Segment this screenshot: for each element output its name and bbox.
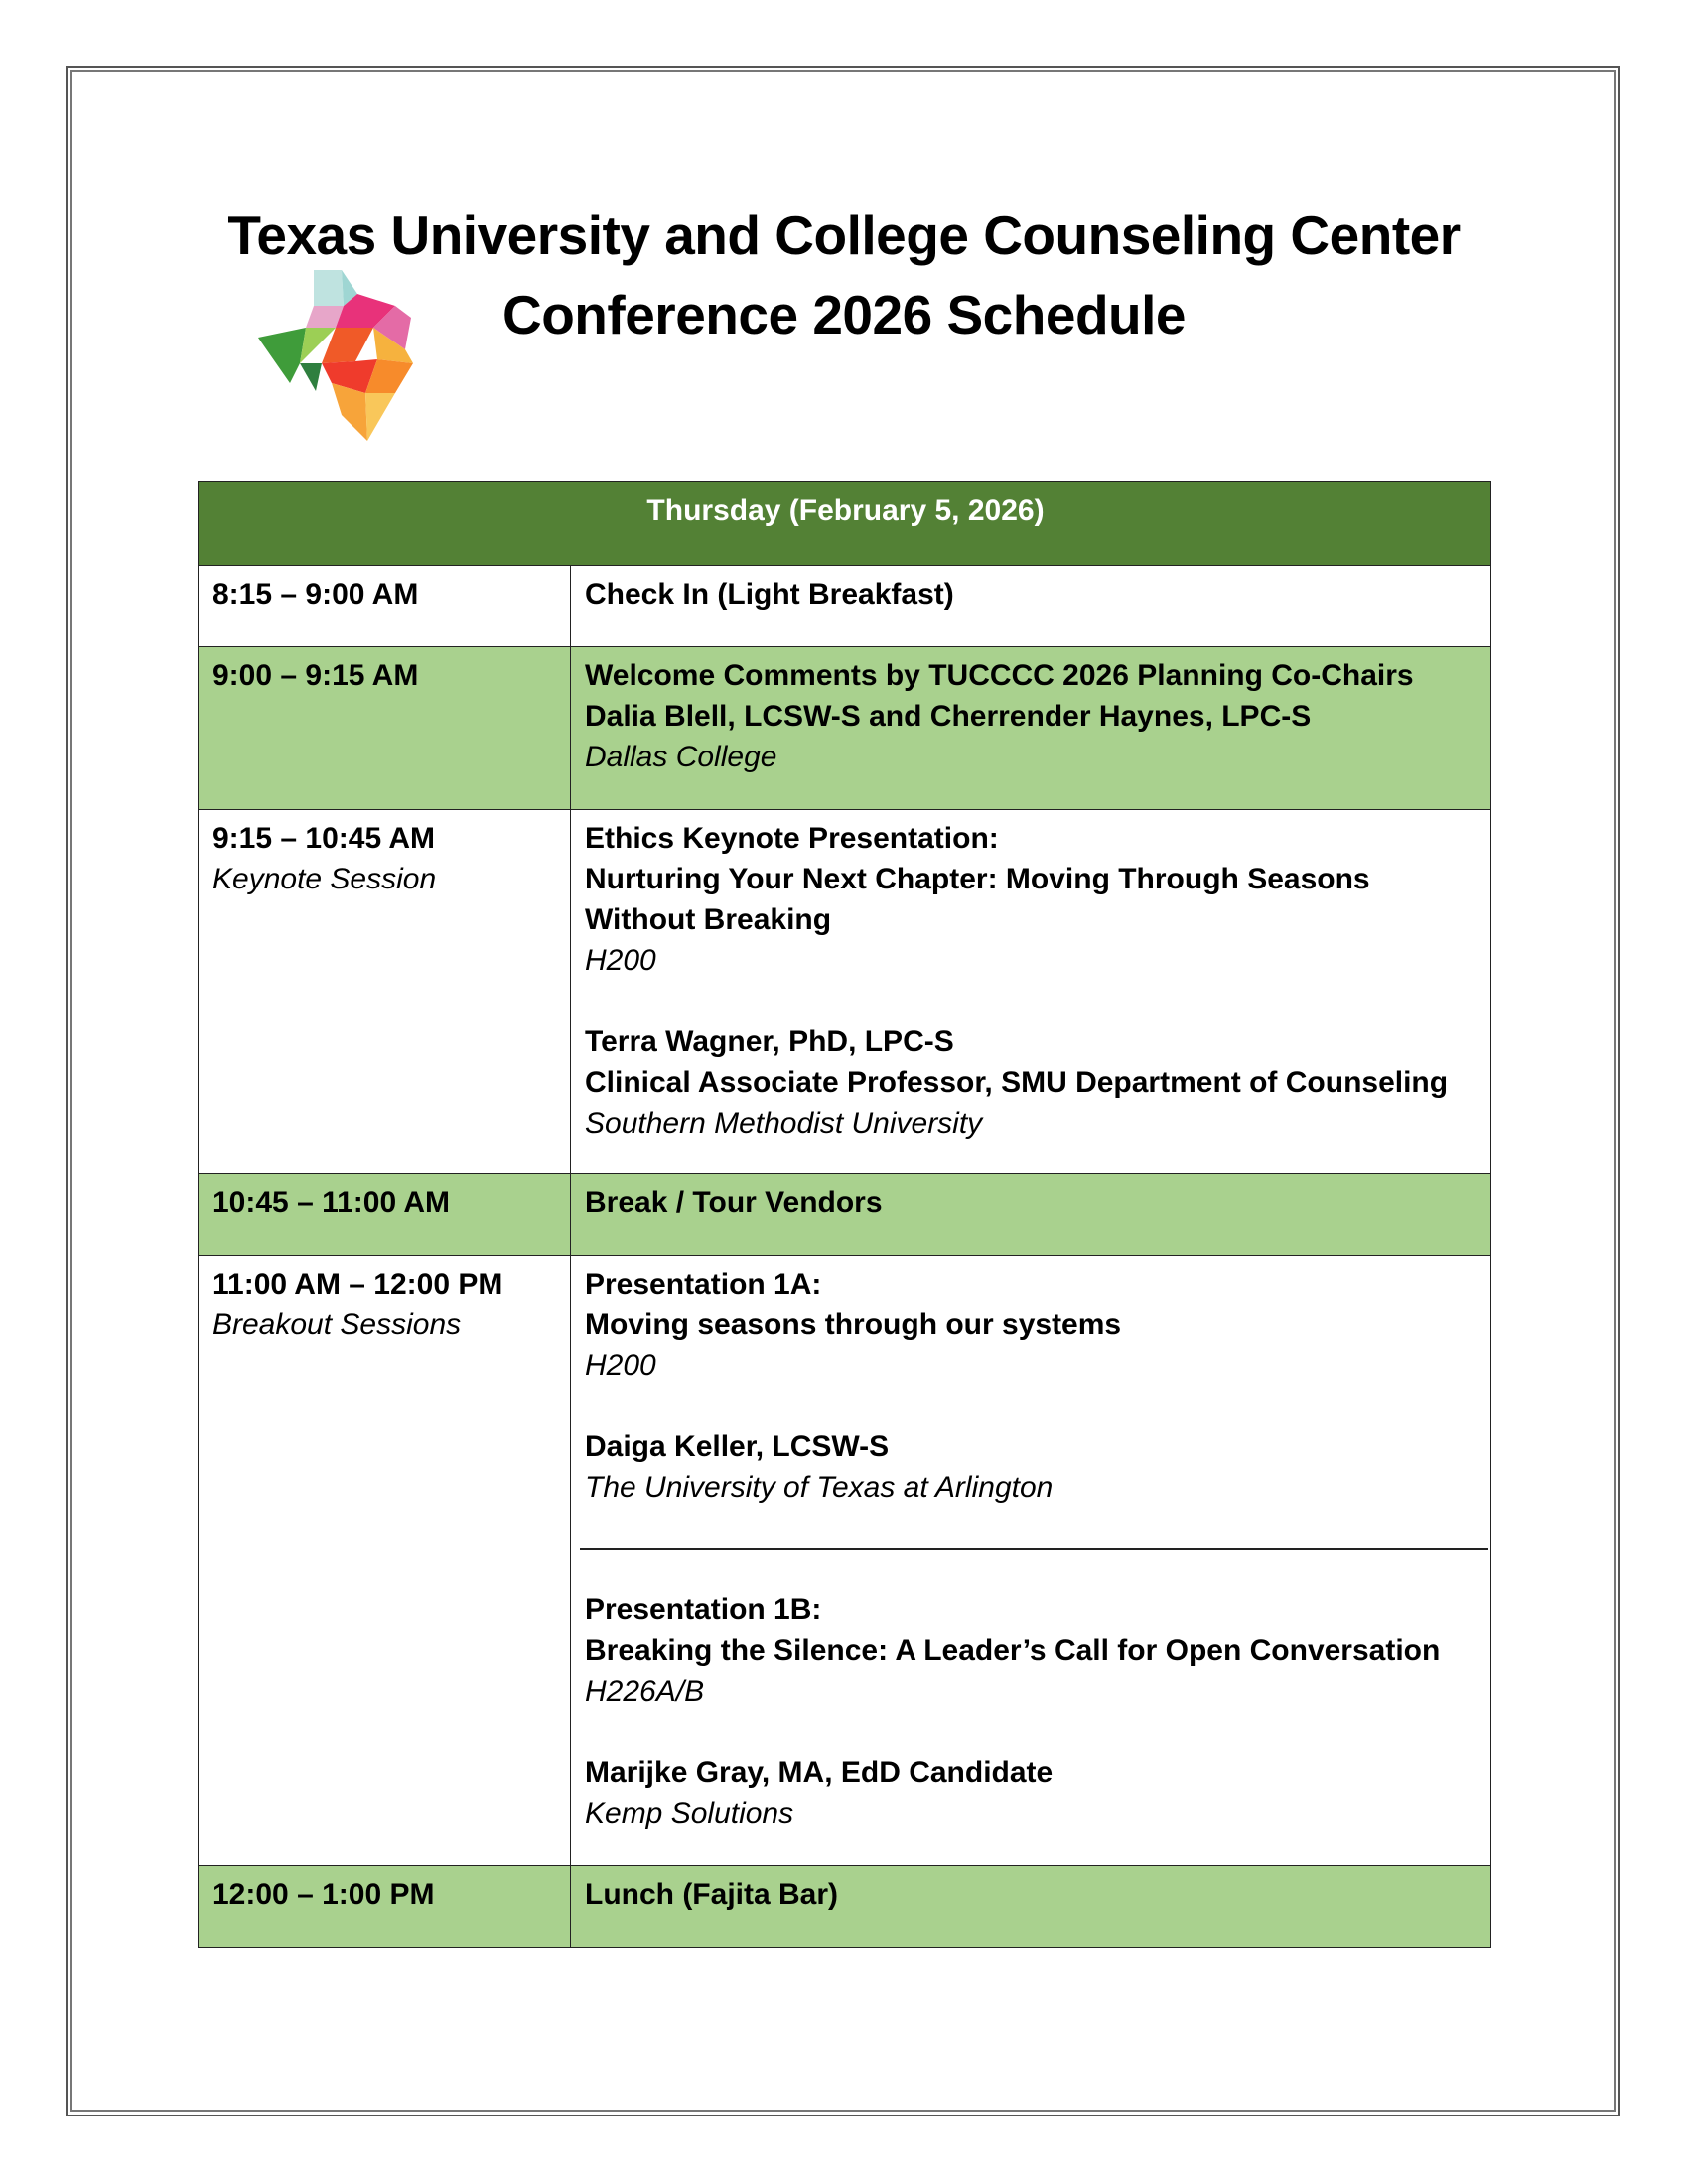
speakers: Dalia Blell, LCSW-S and Cherrender Haynes, LPC-S bbox=[585, 700, 1312, 733]
schedule-table bbox=[198, 481, 1491, 1948]
presentation-divider bbox=[580, 1548, 1488, 1550]
time-cell: 12:00 – 1:00 PM bbox=[199, 1866, 571, 1948]
speaker: Terra Wagner, PhD, LPC-S bbox=[585, 1025, 954, 1058]
session-type: Keynote Session bbox=[212, 863, 437, 895]
presentation-label: Presentation 1A: bbox=[585, 1268, 822, 1300]
affiliation: Dallas College bbox=[585, 741, 777, 773]
room: H226A/B bbox=[585, 1675, 705, 1707]
room: H200 bbox=[585, 944, 656, 977]
table-row bbox=[199, 566, 1491, 647]
time-cell: 9:00 – 9:15 AM bbox=[199, 647, 571, 810]
event-cell: Break / Tour Vendors bbox=[571, 1174, 1491, 1256]
event-label: Ethics Keynote Presentation: bbox=[585, 822, 999, 855]
page-title-line-2: Conference 2026 Schedule bbox=[501, 284, 1186, 345]
presentation-label: Presentation 1B: bbox=[585, 1593, 822, 1626]
affiliation: Kemp Solutions bbox=[585, 1797, 794, 1830]
page-title-line-1: Texas University and College Counseling Center bbox=[227, 205, 1461, 266]
event-title: Nurturing Your Next Chapter: Moving Through Seasons Without Breaking bbox=[585, 863, 1370, 936]
presentation-title: Moving seasons through our systems bbox=[585, 1308, 1122, 1341]
event-cell: Check In (Light Breakfast) bbox=[571, 566, 1491, 647]
table-row bbox=[199, 647, 1491, 810]
presentation-title: Breaking the Silence: A Leader’s Call for Open Conversation bbox=[585, 1634, 1441, 1667]
affiliation: Southern Methodist University bbox=[585, 1107, 983, 1140]
speaker: Marijke Gray, MA, EdD Candidate bbox=[585, 1756, 1054, 1789]
table-row bbox=[199, 810, 1491, 1174]
speaker-position: Clinical Associate Professor, SMU Department of Counseling bbox=[585, 1066, 1449, 1099]
speaker: Daiga Keller, LCSW-S bbox=[585, 1431, 890, 1463]
event-cell bbox=[571, 1256, 1491, 1866]
time-cell: 11:00 AM – 12:00 PM Breakout Sessions bbox=[199, 1256, 571, 1866]
table-row bbox=[199, 1174, 1491, 1256]
table-row bbox=[199, 1866, 1491, 1948]
room: H200 bbox=[585, 1349, 656, 1382]
affiliation: The University of Texas at Arlington bbox=[585, 1471, 1054, 1504]
time-cell: 9:15 – 10:45 AM Keynote Session bbox=[199, 810, 571, 1174]
texas-map-logo-icon bbox=[256, 266, 421, 441]
event-cell bbox=[571, 810, 1491, 1174]
time-cell: 8:15 – 9:00 AM bbox=[199, 566, 571, 647]
time-cell: 10:45 – 11:00 AM bbox=[199, 1174, 571, 1256]
session-type: Breakout Sessions bbox=[212, 1308, 462, 1341]
event-cell bbox=[571, 647, 1491, 810]
event-cell: Lunch (Fajita Bar) bbox=[571, 1866, 1491, 1948]
day-header: Thursday (February 5, 2026) bbox=[199, 482, 1491, 566]
event-title: Welcome Comments by TUCCCC 2026 Planning Co-Chairs bbox=[585, 659, 1414, 692]
table-row bbox=[199, 1256, 1491, 1866]
